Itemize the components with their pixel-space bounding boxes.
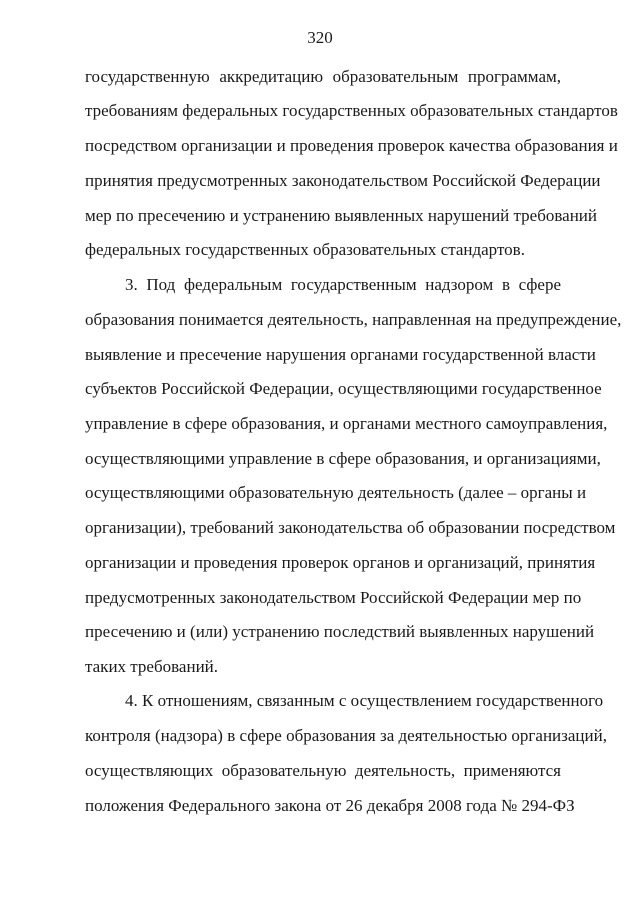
paragraph-2-line-6: осуществляющими управление в сфере образования, и организациями, xyxy=(85,449,601,468)
paragraph-2-line-2: образования понимается деятельность, направленная на предупреждение, xyxy=(85,310,622,329)
paragraph-3-line-2: контроля (надзора) в сфере образования за деятельностью организаций, xyxy=(85,726,607,745)
paragraph-2-line-11: пресечению и (или) устранению последствий выявленных нарушений xyxy=(85,622,595,641)
paragraph-3-line-1: 4. К отношениям, связанным с осуществлением государственного xyxy=(125,691,604,710)
paragraph-3-line-4: положения Федерального закона от 26 декабря 2008 года № 294-ФЗ xyxy=(85,796,575,815)
paragraph-1-line-1: государственную аккредитацию образовательным программам, xyxy=(85,67,561,86)
paragraph-2-line-3: выявление и пресечение нарушения органами государственной власти xyxy=(85,345,596,364)
paragraph-2-line-5: управление в сфере образования, и органами местного самоуправления, xyxy=(85,414,608,433)
paragraph-2-line-7: осуществляющими образовательную деятельность (далее – органы и xyxy=(85,483,587,502)
paragraph-1-line-6: федеральных государственных образовательных стандартов. xyxy=(85,240,525,259)
paragraph-2-line-10: предусмотренных законодательством Российской Федерации мер по xyxy=(85,588,582,607)
paragraph-2-line-8: организации), требований законодательства об образовании посредством xyxy=(85,518,616,537)
paragraph-3-line-3: осуществляющих образовательную деятельность, применяются xyxy=(85,761,561,780)
paragraph-1-line-3: посредством организации и проведения проверок качества образования и xyxy=(85,136,618,155)
paragraph-2-line-9: организации и проведения проверок органов и организаций, принятия xyxy=(85,553,596,572)
paragraph-1-line-4: принятия предусмотренных законодательством Российской Федерации xyxy=(85,171,601,190)
page-number: 320 xyxy=(307,28,333,47)
paragraph-1-line-5: мер по пресечению и устранению выявленных нарушений требований xyxy=(85,206,597,225)
paragraph-2-line-4: субъектов Российской Федерации, осуществляющими государственное xyxy=(85,379,602,398)
paragraph-2-line-1: 3. Под федеральным государственным надзором в сфере xyxy=(125,275,561,294)
paragraph-2-line-12: таких требований. xyxy=(85,657,219,676)
paragraph-1-line-2: требованиям федеральных государственных образовательных стандартов xyxy=(85,101,618,120)
